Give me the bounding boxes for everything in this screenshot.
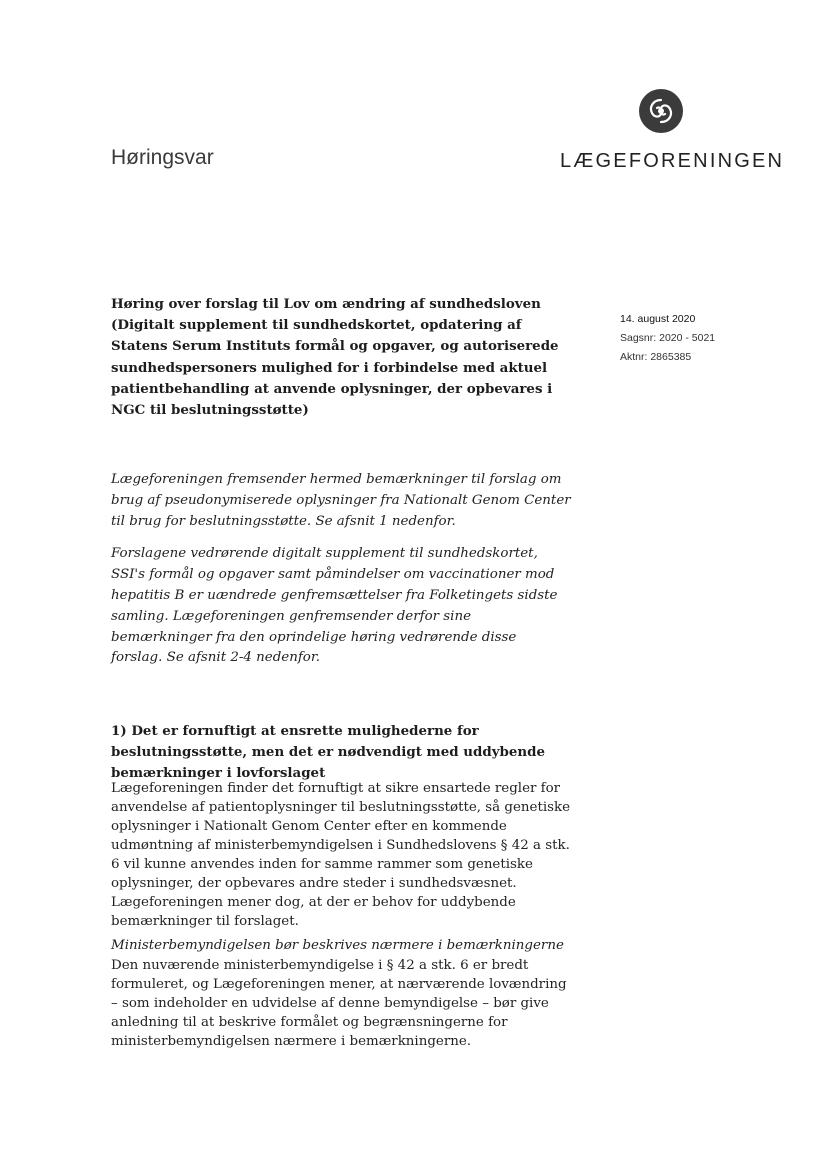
summary-paragraph-2: Forslagene vedrørende digitalt supplement til sundhedskortet, SSI's formål og opgaver samt påmindelser om vaccinationer mod hepatitis B er uændrede genfremsættelser fra Folketingets sidste samling. Lægeforeningen genfremsender derfor sine bemærkninger fra den oprindelige høring vedrørende disse forslag. Se afsnit 2-4 nedenfor. — [111, 546, 558, 666]
document-number: Aktnr: 2865385 — [620, 351, 692, 363]
document-type-title: Høringsvar — [111, 146, 214, 169]
summary-block — [111, 470, 571, 681]
document-meta — [620, 310, 715, 367]
section-1-paragraph-2: Den nuværende ministerbemyndigelse i § 42 a stk. 6 er bredt formuleret, og Lægeforeningen mener, at nærværende lovændring – som indeholder en udvidelse af denne bemyndigelse – bør give anledning til at beskrive formålet og begrænsningerne for ministerbemyndigelsen nærmere i bemærkningerne. — [111, 958, 567, 1049]
document-date: 14. august 2020 — [620, 313, 696, 325]
organization-name: LÆGEFORENINGEN — [560, 150, 785, 172]
consultation-headline: Høring over forslag til Lov om ændring af sundhedsloven (Digitalt supplement til sundhedskortet, opdatering af Statens Serum Instituts formål og opgaver, og autoriserede sundhedspersoners mulighed for i forbindelse med aktuel patientbehandling at anvende oplysninger, der opbevares i NGC til beslutningsstøtte) — [111, 296, 559, 419]
summary-paragraph-1: Lægeforeningen fremsender hermed bemærkninger til forslag om brug af pseudonymiserede oplysninger fra Nationalt Genom Center til brug for beslutningsstøtte. Se afsnit 1 nedenfor. — [111, 472, 571, 529]
section-1-subheading: Ministerbemyndigelsen bør beskrives nærmere i bemærkningerne — [111, 938, 564, 953]
section-1-title: 1) Det er fornuftigt at ensrette mulighederne for beslutningsstøtte, men det er nødvendigt med uddybende bemærkninger i lovforslaget — [111, 723, 545, 782]
case-number: Sagsnr: 2020 - 5021 — [620, 332, 716, 344]
section-1-paragraph: Lægeforeningen finder det fornuftigt at sikre ensartede regler for anvendelse af patientoplysninger til beslutningsstøtte, så genetiske oplysninger i Nationalt Genom Center efter en kommende udmøntning af ministerbemyndigelsen i Sundhedslovens § 42 a stk. 6 vil kunne anvendes inden for samme rammer som genetiske oplysninger, der opbevares andre steder i sundhedsvæsnet. Lægeforeningen mener dog, at der er behov for uddybende bemærkninger til forslaget. — [111, 781, 571, 929]
laegeforeningen-logo-icon — [639, 89, 683, 133]
